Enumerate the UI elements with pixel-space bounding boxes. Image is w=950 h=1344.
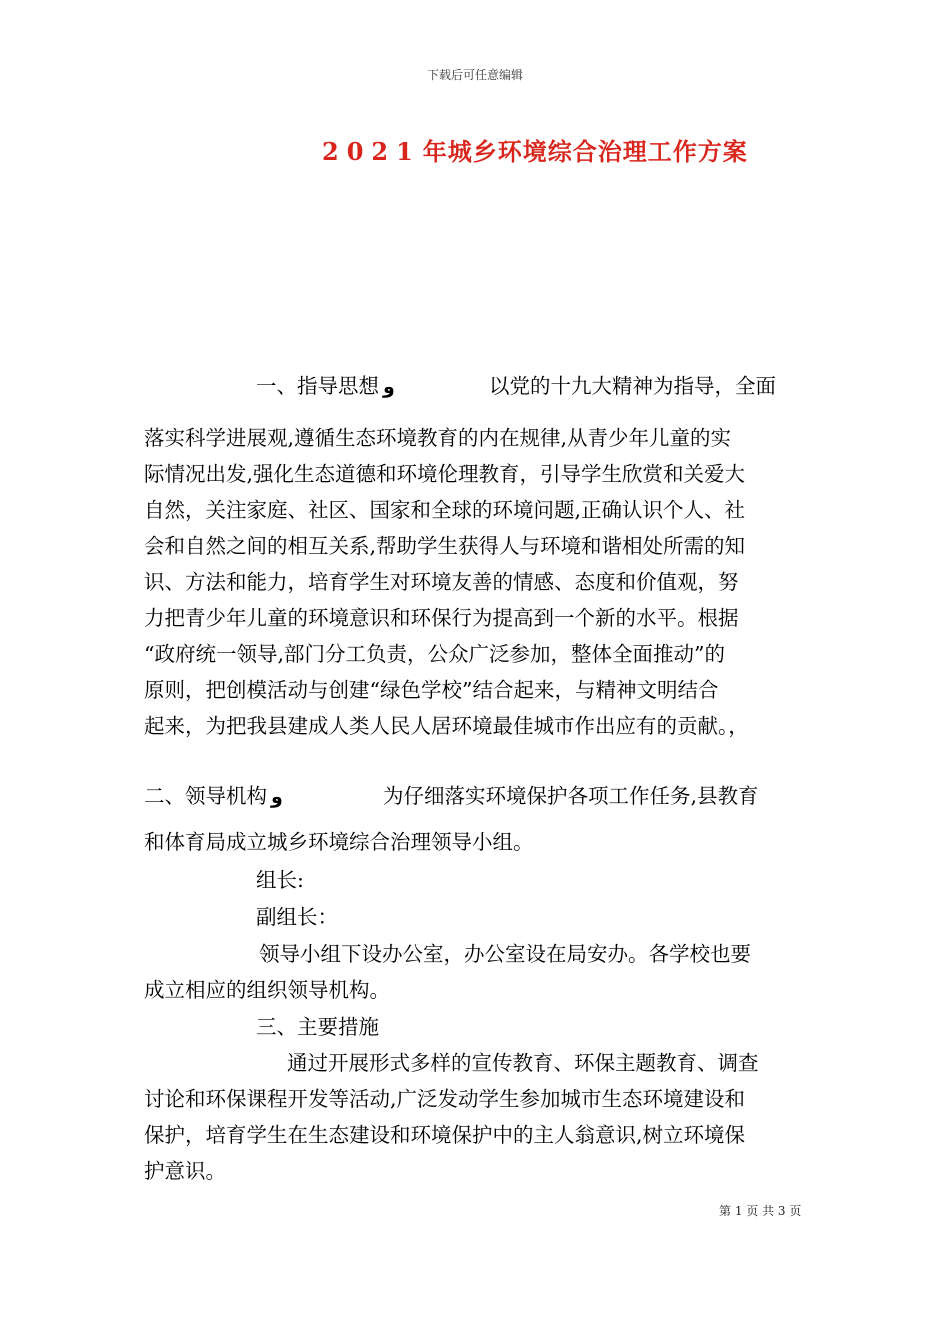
leader-label: 组长: [256,868,304,892]
section2-second-line: 和体育局成立城乡环境综合治理领导小组。 [144,830,534,854]
section2-first-line: 为仔细落实环境保护各项工作任务,县教育 [383,784,759,808]
section3-line: 通过开展形式多样的宣传教育、环保主题教育、调查 [287,1051,759,1075]
section1-first-line: 以党的十九大精神为指导，全面 [489,374,776,398]
section1-line: 际情况出发,强化生态道德和环境伦理教育，引导学生欣赏和关爱大 [144,462,746,486]
section1-line: 落实科学进展观,遵循生态环境教育的内在规律,从青少年儿童的实 [144,426,732,450]
section2-heading-text: 二、领导机构 [144,784,267,808]
section1-mark: و [383,376,395,398]
section1-line: 自然，关注家庭、社区、国家和全球的环境问题,正确认识个人、社 [144,498,746,522]
page-number: 第 1 页 共 3 页 [719,1204,802,1218]
section1-line: 会和自然之间的相互关系,帮助学生获得人与环境和谐相处所需的知 [144,534,746,558]
title-year: 2021 [322,137,421,166]
document-title [322,132,748,167]
section2-heading [144,782,283,811]
deputy-leader-label: 副组长： [256,905,338,929]
section1-line: 识、方法和能力，培育学生对环境友善的情感、态度和价值观，努 [144,570,739,594]
section3-line: 保护，培育学生在生态建设和环境保护中的主人翁意识,树立环境保 [144,1123,746,1147]
section1-heading [256,372,395,401]
section3-line: 护意识。 [144,1159,226,1183]
section1-line: “政府统一领导,部门分工负责，公众广泛参加，整体全面推动”的 [144,642,725,666]
section3-heading: 三、主要措施 [256,1015,379,1039]
section3-line: 讨论和环保课程开发等活动,广泛发动学生参加城市生态环境建设和 [144,1087,746,1111]
section1-line: 原则，把创模活动与创建“绿色学校”结合起来，与精神文明结合 [144,678,719,702]
office-line: 成立相应的组织领导机构。 [144,978,390,1002]
title-text: 年城乡环境综合治理工作方案 [422,137,748,166]
header-note: 下载后可任意编辑 [426,68,523,82]
office-line: 领导小组下设办公室，办公室设在局安办。各学校也要 [259,942,751,966]
section1-heading-text: 一、指导思想 [256,374,379,398]
section1-line: 力把青少年儿童的环境意识和环保行为提高到一个新的水平。根据 [144,606,739,630]
section1-line: 起来，为把我县建成人类人民人居环境最佳城市作出应有的贡献。， [144,714,749,738]
section2-mark: و [271,786,283,808]
